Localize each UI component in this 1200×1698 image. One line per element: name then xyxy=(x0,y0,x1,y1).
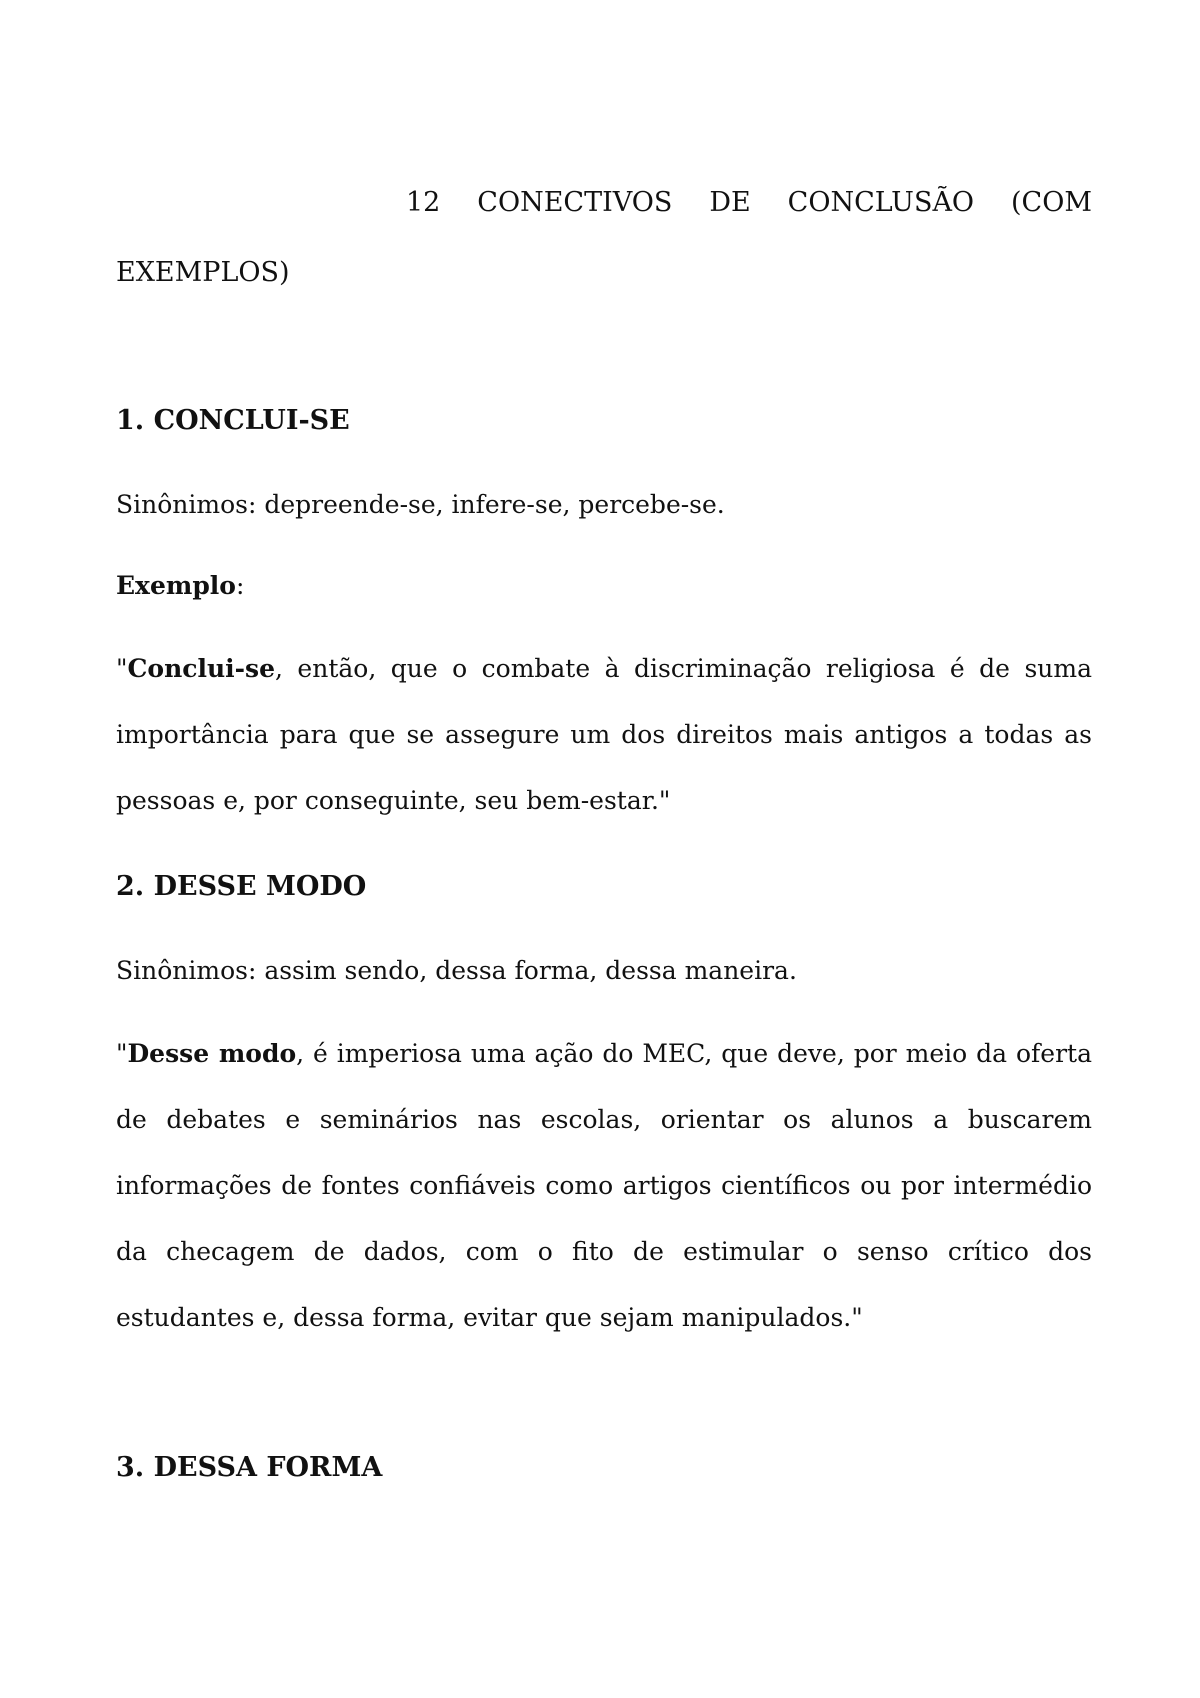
quote-bold-term: Conclui-se xyxy=(127,654,275,683)
document-title: 12 CONECTIVOS DE CONCLUSÃO (COM EXEMPLOS) xyxy=(116,187,1092,288)
quote-open-mark: " xyxy=(116,654,128,683)
example-quote-1 xyxy=(116,636,1092,834)
quote-bold-term: Desse modo xyxy=(127,1039,297,1068)
example-label-bold: Exemplo xyxy=(116,571,236,600)
synonyms-1: Sinônimos: depreende-se, infere-se, percebe-se. xyxy=(116,490,725,519)
synonyms-2: Sinônimos: assim sendo, dessa forma, dessa maneira. xyxy=(116,956,797,985)
quote-body: , então, que o combate à discriminação religiosa é de suma importância para que se assegure um dos direitos mais antigos a todas as pessoas e, por conseguinte, seu bem-estar." xyxy=(116,654,1092,815)
section-heading-1: 1. CONCLUI-SE xyxy=(116,405,350,436)
quote-open-mark: " xyxy=(116,1039,128,1068)
quote-body: , é imperiosa uma ação do MEC, que deve, por meio da oferta de debates e seminários nas escolas, orientar os alunos a buscarem informações de fontes confiáveis como artigos científicos ou por intermédio da checagem de dados, com o fito de estimular o senso crítico dos estudantes e, dessa forma, evitar que sejam manipulados." xyxy=(116,1039,1092,1332)
section-heading-2: 2. DESSE MODO xyxy=(116,871,367,902)
example-label-colon: : xyxy=(235,571,245,600)
section-heading-3: 3. DESSA FORMA xyxy=(116,1452,383,1483)
example-label-1 xyxy=(116,568,1092,604)
example-quote-2 xyxy=(116,1021,1092,1351)
